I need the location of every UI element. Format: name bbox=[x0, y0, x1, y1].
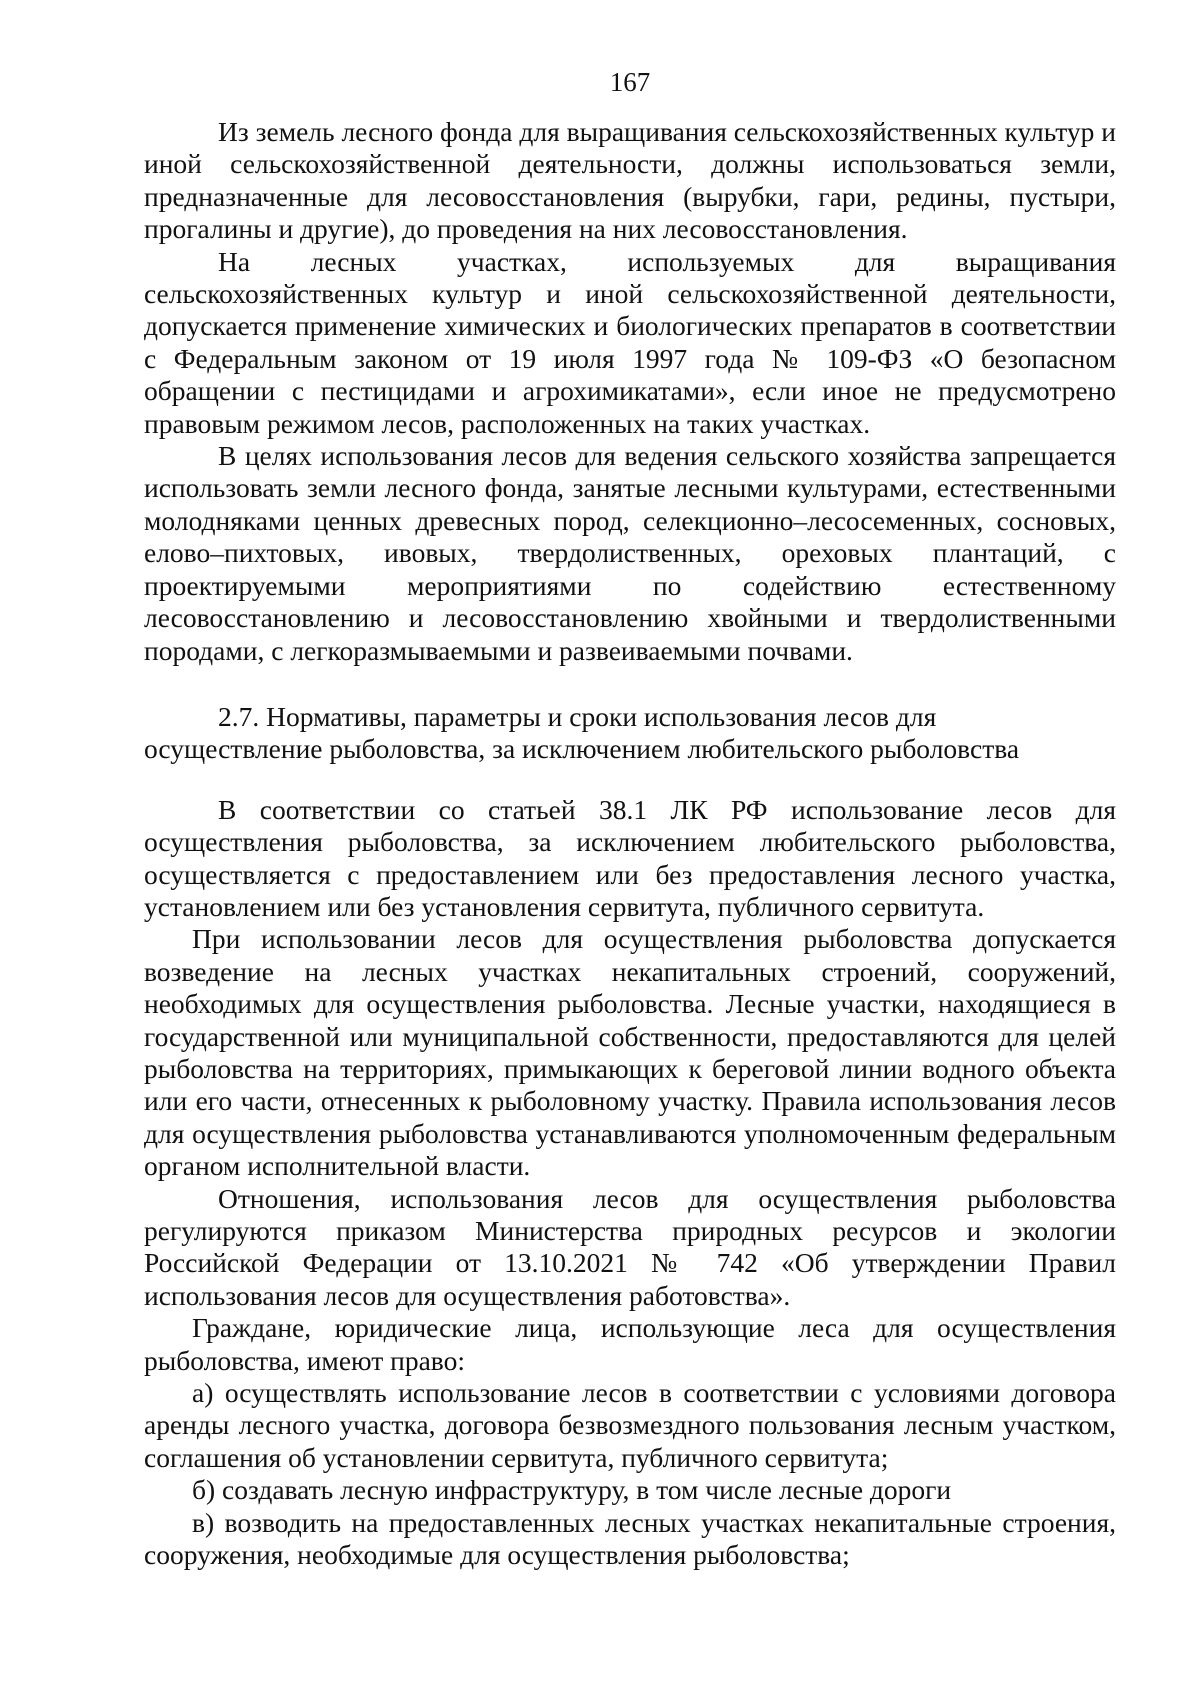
paragraph-forest-lands-agriculture: Из земель лесного фонда для выращивания сельскохозяйственных культур и иной сельскохозяйственной деятельности, должны использоваться земли, предназначенные для лесовосстановления (вырубки, гари, редины, пустыри, прогалины и другие), до проведения на них лесовосстановления. bbox=[144, 116, 1116, 245]
paragraph-article-38-1: В соответствии со статьей 38.1 ЛК РФ использование лесов для осуществления рыболовства, за исключением любительского рыболовства, осуществляется с предоставлением или без предоставления лесного участка, установлением или без установления сервитута, публичного сервитута. bbox=[144, 793, 1116, 922]
paragraph-ministry-order: Отношения, использования лесов для осуществления рыболовства регулируются приказом Министерства природных ресурсов и экологии Российской Федерации от 13.10.2021 № 742 «Об утверждении Правил использования лесов для осуществления работовства». bbox=[144, 1182, 1116, 1311]
section-heading-2-7: 2.7. Нормативы, параметры и сроки использования лесов для осуществление рыболовства, за исключением любительского рыболовства bbox=[144, 700, 1020, 765]
list-item-a: а) осуществлять использование лесов в соответствии с условиями договора аренды лесного участка, договора безвозмездного пользования лесным участком, соглашения об установлении сервитута, публичного сервитута; bbox=[144, 1377, 1116, 1473]
list-item-c: в) возводить на предоставленных лесных участках некапитальные строения, сооружения, необходимые для осуществления рыболовства; bbox=[144, 1506, 1116, 1571]
paragraph-non-capital-structures: При использовании лесов для осуществления рыболовства допускается возведение на лесных участках некапитальных строений, сооружений, необходимых для осуществления рыболовства. Лесные участки, находящиеся в государственной или муниципальной собственности, предоставляются для целей рыболовства на территориях, примыкающих к береговой линии водного объекта или его части, отнесенных к рыболовному участку. Правила использования лесов для осуществления рыболовства устанавливаются уполномоченным федеральным органом исполнительной власти. bbox=[144, 923, 1116, 1182]
paragraph-prohibited-lands: В целях использования лесов для ведения сельского хозяйства запрещается использовать земли лесного фонда, занятые лесными культурами, естественными молодняками ценных древесных пород, селекционно–лесосеменных, сосновых, елово–пихтовых, ивовых, твердолиственных, ореховых плантаций, с проектируемыми мероприятиями по содействию естественному лесовосстановлению и лесовосстановлению хвойными и твердолиственными породами, с легкоразмываемыми и развеиваемыми почвами. bbox=[144, 440, 1116, 666]
list-item-b: б) создавать лесную инфраструктуру, в том числе лесные дороги bbox=[192, 1474, 952, 1506]
paragraph-chemical-preparations: На лесных участках, используемых для выращивания сельскохозяйственных культур и иной сельскохозяйственной деятельности, допускается применение химических и биологических препаратов в соответствии с Федеральным законом от 19 июля 1997 года № 109-ФЗ «О безопасном обращении с пестицидами и агрохимикатами», если иное не предусмотрено правовым режимом лесов, расположенных на таких участках. bbox=[144, 245, 1116, 439]
page-number: 167 bbox=[609, 67, 651, 97]
paragraph-rights-intro: Граждане, юридические лица, использующие леса для осуществления рыболовства, имеют право: bbox=[144, 1312, 1116, 1376]
document-body bbox=[144, 116, 1116, 1571]
